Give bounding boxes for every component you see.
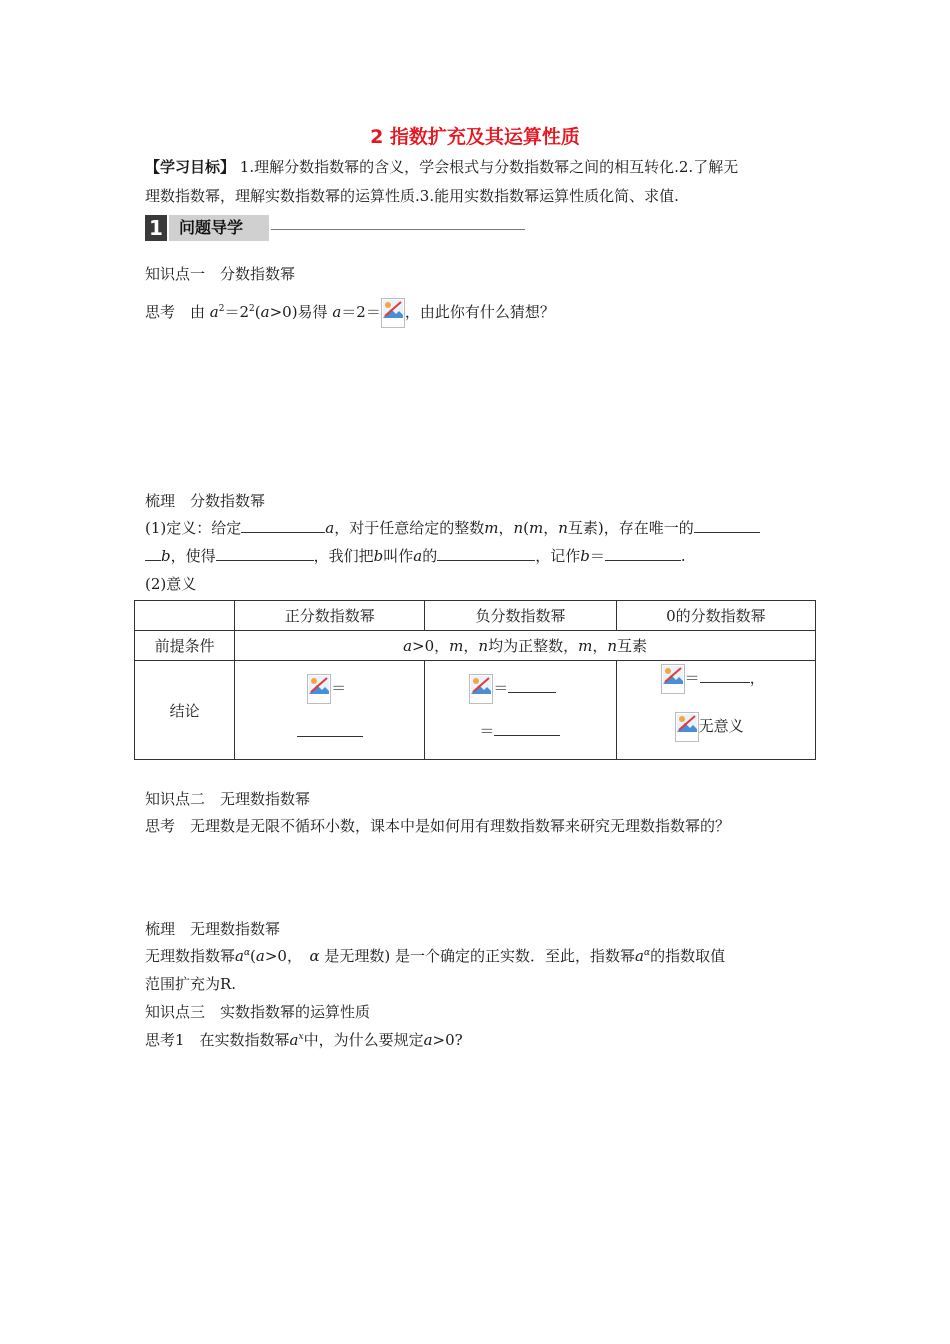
kp2-text: >0，: [264, 947, 295, 965]
fill-blank[interactable]: [297, 722, 363, 737]
conclusion-zero: [616, 661, 815, 760]
premise-text: 互素: [617, 637, 648, 655]
var-n: n: [513, 519, 524, 537]
kp1-definition-line-1: [145, 517, 760, 538]
page-title: 2 指数扩充及其运算性质: [370, 126, 580, 148]
kp2-heading: 知识点二 无理数指数幂: [145, 790, 311, 808]
var-alpha: α: [309, 947, 320, 965]
kp2-sort-heading: 梳理 无理数指数幂: [145, 920, 281, 938]
image-placeholder-icon: [661, 664, 685, 694]
kp1-think: [145, 298, 555, 328]
def-text: 的: [422, 547, 438, 565]
kp2-line-2: 范围扩充为R.: [145, 975, 237, 993]
premise-value: [235, 631, 816, 661]
fill-blank[interactable]: [494, 721, 560, 736]
fill-blank[interactable]: [700, 668, 750, 683]
exponent: 2: [218, 304, 225, 314]
def-text: ，: [543, 519, 559, 537]
exponent: α: [243, 948, 251, 958]
think-text: ＝2＝: [341, 303, 381, 321]
equals-sign: ＝: [493, 678, 509, 697]
kp1-meaning: (2)意义: [145, 575, 197, 593]
var-n: n: [607, 637, 618, 655]
def-text: ，对于任意给定的整数: [334, 519, 485, 537]
image-placeholder-icon: [307, 674, 331, 704]
kp3-think: [145, 1029, 463, 1050]
table-row-premise: [135, 631, 816, 661]
var-a: a: [260, 303, 270, 321]
var-a: a: [255, 947, 265, 965]
var-b: b: [373, 547, 384, 565]
section-label: 问题导学: [169, 215, 269, 241]
def-text: ＝: [589, 547, 605, 565]
equals-sign: ＝: [684, 668, 700, 687]
table-header-cell: 负分数指数幂: [425, 601, 616, 631]
kp2-think: 思考 无理数是无限不循环小数，课本中是如何用有理数指数幂来研究无理数指数幂的？: [145, 817, 731, 835]
var-m: m: [578, 637, 593, 655]
think-text: 思考 由: [145, 303, 206, 321]
var-n: n: [558, 519, 568, 537]
premise-text: ，: [592, 637, 608, 655]
exponent: x: [298, 1032, 304, 1042]
var-n: n: [478, 637, 489, 655]
think-text: (: [254, 303, 261, 321]
def-text: ，记作: [535, 547, 581, 565]
think-text: ＝2: [224, 303, 250, 321]
def-text: (: [523, 519, 529, 537]
var-a: a: [635, 947, 644, 965]
kp3-heading: 知识点三 实数指数幂的运算性质: [145, 1003, 371, 1021]
objectives-text-1: 1.理解分数指数幂的含义，学会根式与分数指数幂之间的相互转化.2.了解无: [239, 158, 739, 176]
fill-blank[interactable]: [145, 546, 161, 561]
var-m: m: [529, 519, 544, 537]
def-text: 互素)，存在唯一的: [567, 519, 694, 537]
def-text: ，我们把: [313, 547, 374, 565]
var-a: a: [209, 303, 219, 321]
objectives-line-2: 理数指数幂，理解实数指数幂的运算性质.3.能用实数指数幂运算性质化简、求值.: [145, 187, 679, 205]
fractional-exponent-table: [134, 600, 816, 760]
premise-label: 前提条件: [135, 631, 235, 661]
exponent: α: [644, 948, 651, 958]
var-b: b: [580, 547, 590, 565]
objectives-label: 【学习目标】: [145, 158, 236, 176]
comma: ，: [749, 668, 765, 687]
var-a: a: [423, 1031, 433, 1049]
table-header-cell: [135, 601, 235, 631]
section-rule: [271, 229, 525, 230]
kp2-text: 无理数指数幂: [145, 947, 236, 965]
table-header-cell: 0的分数指数幂: [616, 601, 815, 631]
kp1-heading: 知识点一 分数指数幂: [145, 265, 296, 283]
def-text: 叫作: [383, 547, 414, 565]
conclusion-negative: [425, 661, 616, 760]
kp2-text: (: [250, 947, 256, 965]
conclusion-label: 结论: [135, 661, 235, 760]
premise-text: 均为正整数，: [488, 637, 579, 655]
kp2-line-1: [145, 945, 725, 966]
var-m: m: [484, 519, 499, 537]
kp2-text: 的指数取值: [650, 947, 726, 965]
table-header-row: [135, 601, 816, 631]
kp1-sort-heading: 梳理 分数指数幂: [145, 492, 266, 510]
equals-sign: ＝: [331, 678, 347, 697]
image-placeholder-icon: [381, 298, 405, 328]
fill-blank[interactable]: [241, 518, 325, 533]
kp3-text: 思考1 在实数指数幂: [145, 1031, 290, 1049]
kp3-text: >0?: [432, 1031, 463, 1049]
var-a: a: [235, 947, 244, 965]
kp1-definition-line-2: [145, 545, 686, 566]
meaningless-text: 无意义: [698, 716, 744, 735]
equals-sign: ＝: [479, 721, 495, 740]
exponent: 2: [249, 304, 255, 314]
premise-text: >0，: [412, 637, 450, 655]
var-a: a: [325, 519, 335, 537]
fill-blank[interactable]: [216, 546, 314, 561]
objectives-line-1: [145, 156, 738, 177]
def-text: ，使得: [170, 547, 216, 565]
kp3-text: 中，为什么要规定: [303, 1031, 424, 1049]
fill-blank[interactable]: [508, 678, 556, 693]
def-text: .: [680, 547, 686, 565]
fill-blank[interactable]: [694, 518, 760, 533]
var-a: a: [403, 637, 413, 655]
kp2-text: 是无理数) 是一个确定的正实数．至此，指数幂: [324, 947, 636, 965]
image-placeholder-icon: [675, 712, 699, 742]
conclusion-positive: [235, 661, 425, 760]
think-text: >0)易得: [269, 303, 328, 321]
def-text: ，: [498, 519, 514, 537]
table-row-conclusion: [135, 661, 816, 760]
var-a: a: [332, 303, 342, 321]
fill-blank[interactable]: [605, 546, 681, 561]
premise-text: ，: [463, 637, 479, 655]
image-placeholder-icon: [469, 674, 493, 704]
fill-blank[interactable]: [437, 546, 535, 561]
section-number: 1: [145, 215, 167, 241]
var-a: a: [413, 547, 423, 565]
def-text: (1)定义：给定: [145, 519, 242, 537]
var-a: a: [289, 1031, 299, 1049]
var-m: m: [449, 637, 464, 655]
var-b: b: [161, 547, 171, 565]
think-text: ，由此你有什么猜想？: [404, 303, 555, 321]
table-header-cell: 正分数指数幂: [235, 601, 425, 631]
